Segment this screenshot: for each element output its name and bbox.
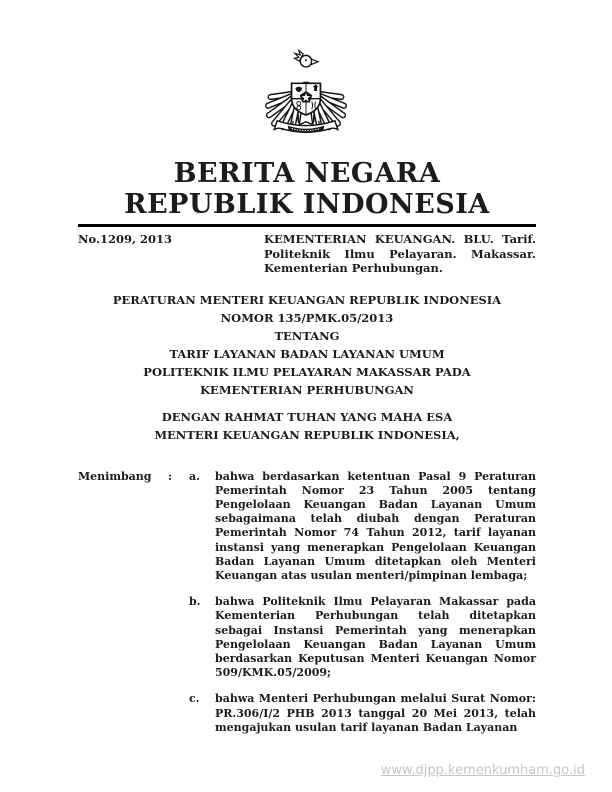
consideration-item-a: [78, 470, 536, 584]
regulation-title-line-6: KEMENTERIAN PERHUBUNGAN: [200, 382, 414, 397]
masthead-line-1: BERITA NEGARA: [173, 158, 441, 189]
footer-watermark-link[interactable]: www.djpp.kemenkumham.go.id: [380, 763, 585, 778]
consideration-text-c: bahwa Menteri Perhubungan melalui Surat Nomor: PR.306/I/2 PHB 2013 tanggal 20 Mei 2013, telah mengajukan usulan tarif layanan Badan Layanan: [215, 692, 536, 734]
regulation-title-line-3: TENTANG: [274, 328, 340, 343]
considerations-colon-spacer: [168, 595, 189, 680]
consideration-marker-c: c.: [189, 692, 200, 706]
masthead: [78, 158, 536, 220]
masthead-line-2: REPUBLIK INDONESIA: [124, 189, 490, 220]
regulation-title-line-1: PERATURAN MENTERI KEUANGAN REPUBLIK INDONESIA: [112, 292, 502, 307]
considerations-label-spacer: [78, 692, 168, 735]
consideration-item-b: [78, 595, 536, 680]
consideration-marker-a: a.: [189, 469, 200, 483]
consideration-text-b: bahwa Politeknik Ilmu Pelayaran Makassar pada Kementerian Perhubungan telah ditetapkan sebagai Instansi Pemerintah yang menerapkan Pengelolaan Keuangan Badan Layanan Umum berdasarkan Keputusan Menteri Keuangan Nomor 509/KMK.05/2009;: [215, 595, 536, 680]
considerations-colon: :: [168, 469, 173, 483]
considerations-label: Menimbang: [78, 469, 152, 483]
considerations-label-spacer: [78, 595, 168, 680]
emblem-container: [0, 0, 612, 141]
regulation-title-line-5: POLITEKNIK ILMU PELAYARAN MAKASSAR PADA: [143, 364, 471, 379]
regulation-title: [78, 291, 536, 399]
consideration-item-c: [78, 692, 536, 735]
consideration-marker-b: b.: [189, 595, 201, 609]
garuda-pancasila-emblem: [253, 40, 359, 141]
masthead-divider: [78, 224, 536, 227]
invocation-line-1: DENGAN RAHMAT TUHAN YANG MAHA ESA: [161, 409, 453, 424]
invocation-line-2: MENTERI KEUANGAN REPUBLIK INDONESIA,: [154, 427, 460, 442]
considerations-section: [78, 470, 536, 735]
gazette-number: No.1209, 2013: [78, 232, 173, 246]
consideration-text-a: bahwa berdasarkan ketentuan Pasal 9 Peraturan Pemerintah Nomor 23 Tahun 2005 tentang Pengelolaan Keuangan Badan Layanan Umum sebagaimana telah diubah dengan Peraturan Pemerintah Nomor 74 Tahun 2012, tarif layanan instansi yang menerapkan Pengelolaan Keuangan Badan Layanan Umum ditetapkan oleh Menteri Keuangan atas usulan menteri/pimpinan lembaga;: [215, 469, 536, 582]
gazette-header: [78, 232, 536, 276]
regulation-title-line-4: TARIF LAYANAN BADAN LAYANAN UMUM: [169, 346, 445, 361]
considerations-colon-spacer: [168, 692, 189, 735]
invocation: [78, 408, 536, 444]
gazette-subject: KEMENTERIAN KEUANGAN. BLU. Tarif. Politeknik Ilmu Pelayaran. Makassar. Kementerian Perhubungan.: [264, 232, 536, 275]
regulation-title-line-2: NOMOR 135/PMK.05/2013: [220, 310, 394, 325]
